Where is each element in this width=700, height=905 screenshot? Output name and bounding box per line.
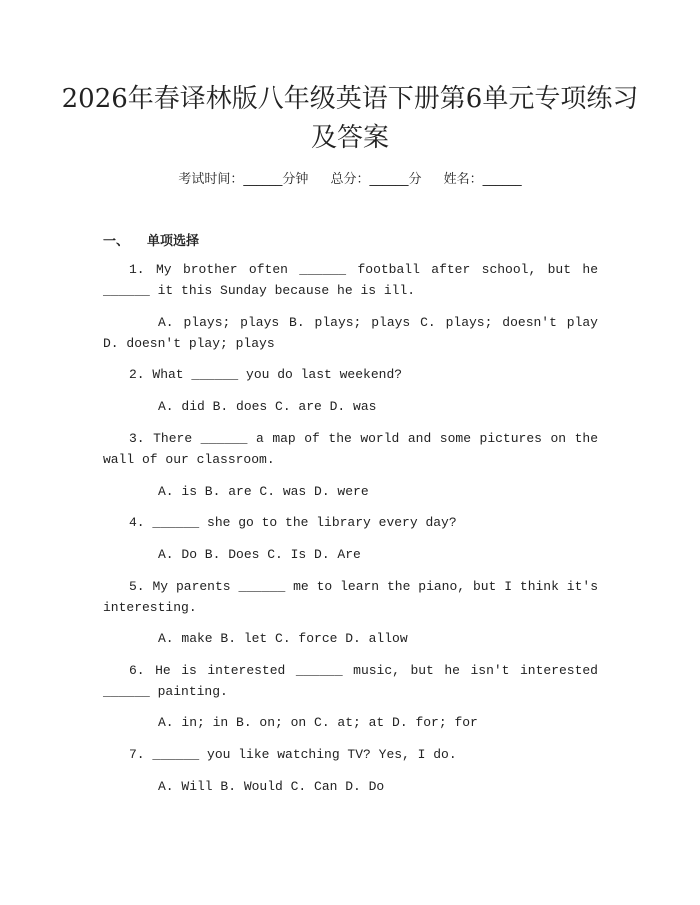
question-5: 5. My parents ______ me to learn the piano, but I think it's interesting. xyxy=(103,579,598,615)
section-heading xyxy=(103,230,199,249)
question-2: 2. What ______ you do last weekend? xyxy=(129,367,403,382)
question-4-options: A. Do B. Does C. Is D. Are xyxy=(158,547,361,562)
exam-time-field: 考试时间：______分钟 xyxy=(178,172,309,187)
question-2-options: A. did B. does C. are D. was xyxy=(158,399,377,414)
question-1-options: A. plays; plays B. plays; plays C. plays; doesn't play D. doesn't play; plays xyxy=(103,315,598,351)
question-3: 3. There ______ a map of the world and some pictures on the wall of our classroom. xyxy=(103,431,598,467)
question-3-options: A. is B. are C. was D. were xyxy=(158,484,369,499)
question-5-options: A. make B. let C. force D. allow xyxy=(158,631,408,646)
total-score-field: 总分：______分 xyxy=(330,172,422,187)
document-title: 2026年春译林版八年级英语下册第6单元专项练习及答案 xyxy=(61,84,639,153)
question-6-options: A. in; in B. on; on C. at; at D. for; for xyxy=(158,715,478,730)
question-7-options: A. Will B. Would C. Can D. Do xyxy=(158,779,385,794)
question-1: 1. My brother often ______ football after school, but he ______ it this Sunday because he is ill. xyxy=(103,262,598,298)
section-number: 一、 xyxy=(103,234,130,249)
exam-info-line xyxy=(0,168,700,187)
question-4: 4. ______ she go to the library every day? xyxy=(129,515,457,530)
question-7: 7. ______ you like watching TV? Yes, I do. xyxy=(129,747,457,762)
student-name-field: 姓名：______ xyxy=(443,172,522,187)
section-title: 单项选择 xyxy=(147,234,200,249)
question-6: 6. He is interested ______ music, but he isn't interested ______ painting. xyxy=(103,663,598,699)
